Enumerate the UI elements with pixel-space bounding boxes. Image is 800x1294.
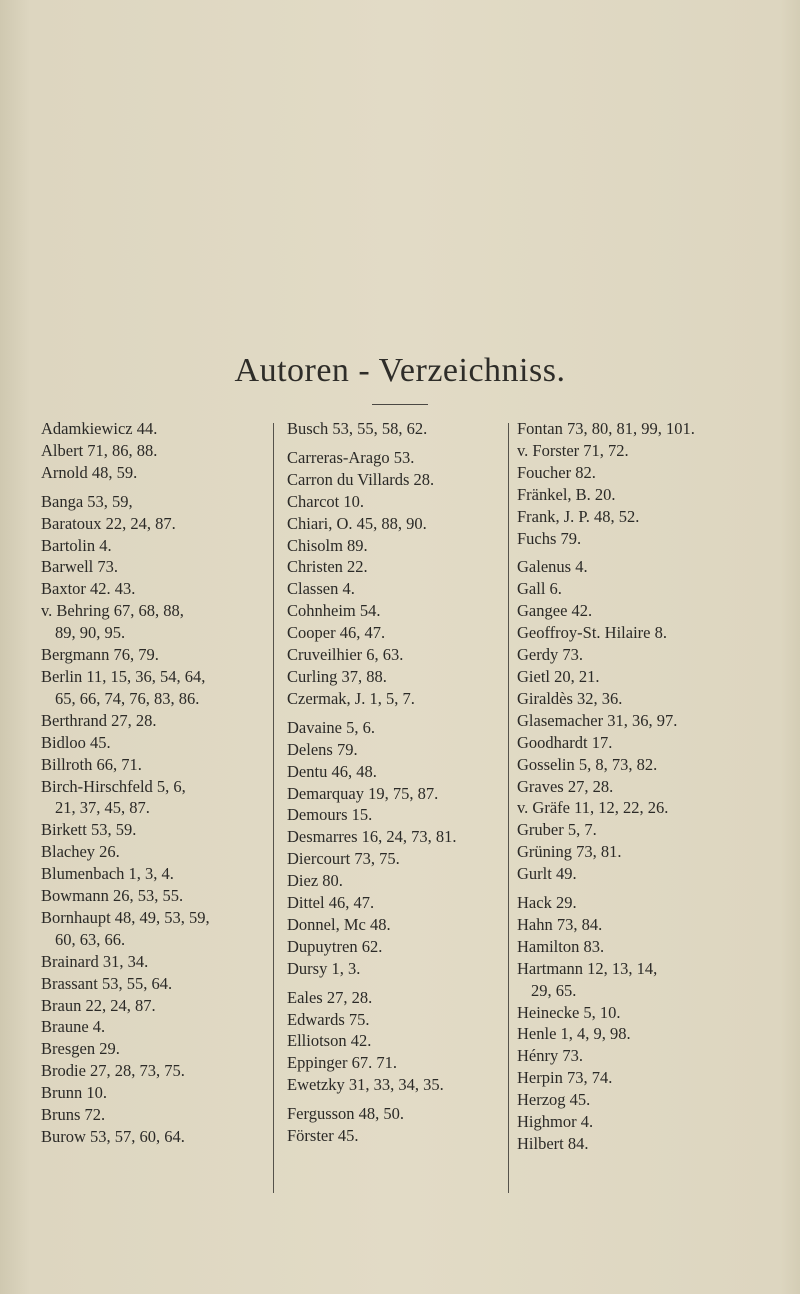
index-entry [41,578,273,600]
index-entry [517,863,769,885]
index-entry [287,622,519,644]
index-entry [517,1002,769,1024]
index-entry-line: Fuchs 79. [517,528,582,548]
index-entry [287,1103,519,1125]
index-entry [41,907,273,951]
index-entry-line: Demours 15. [287,805,373,825]
index-entry [517,506,769,528]
index-entry-line: Dupuytren 62. [287,936,383,956]
index-entry [517,1089,769,1111]
index-entry-line: Barwell 73. [41,557,118,577]
index-entry-line: Gruber 5, 7. [517,820,597,840]
page-title: Autoren - Verzeichniss. [234,352,566,389]
index-entry [287,644,519,666]
index-entry-line: Donnel, Mc 48. [287,914,391,934]
index-entry [287,666,519,688]
index-entry [287,1009,519,1031]
index-entry [41,440,273,462]
index-entry [287,914,519,936]
index-entry [287,870,519,892]
index-entry [287,892,519,914]
index-entry [287,1030,519,1052]
index-entry-line: 60, 63, 66. [55,929,126,949]
index-entry-line: Busch 53, 55, 58, 62. [287,419,428,438]
index-entry [517,1111,769,1133]
letter-group-gap [287,710,519,717]
column-divider-1 [273,423,274,1193]
index-entry-line: Bornhaupt 48, 49, 53, 59, [41,907,210,927]
index-entry-line: Edwards 75. [287,1009,370,1029]
index-entry [41,863,273,885]
index-entry-line: Grüning 73, 81. [517,842,622,862]
index-entry-line: Fontan 73, 80, 81, 99, 101. [517,419,695,438]
index-entry-line: Frank, J. P. 48, 52. [517,506,640,526]
index-entry [41,1104,273,1126]
index-entry-line: Gangee 42. [517,601,593,621]
index-entry [287,936,519,958]
index-entry-line: Förster 45. [287,1126,359,1146]
index-entry-line: Cooper 46, 47. [287,623,386,643]
index-entry [287,469,519,491]
index-entry [41,710,273,732]
index-entry [287,848,519,870]
index-entry [287,804,519,826]
index-entry-line: Gurlt 49. [517,864,577,884]
index-entry-line: Bruns 72. [41,1105,106,1125]
index-entry-line: Brunn 10. [41,1083,107,1103]
index-entry [41,754,273,776]
index-entry-line: Diercourt 73, 75. [287,849,400,869]
index-column-3 [517,418,769,1155]
index-entry [41,1082,273,1104]
index-entry-line: Gosselin 5, 8, 73, 82. [517,754,658,774]
index-entry [287,513,519,535]
letter-group-gap [41,484,273,491]
index-entry-line: Brainard 31, 34. [41,951,149,971]
index-entry-line: Chiari, O. 45, 88, 90. [287,513,427,533]
letter-group-gap [517,549,769,556]
index-column-1 [41,418,273,1148]
index-entry-line: Brassant 53, 55, 64. [41,973,173,993]
index-entry [287,1052,519,1074]
index-entry-line: Bresgen 29. [41,1039,120,1059]
index-entry-line: Banga 53, 59, [41,491,133,511]
index-entry [287,535,519,557]
index-entry-line: Foucher 82. [517,462,596,482]
index-entry [287,578,519,600]
index-entry-line: Berlin 11, 15, 36, 54, 64, [41,666,206,686]
index-entry [41,973,273,995]
index-entry-line: Classen 4. [287,579,355,599]
index-entry-line: 65, 66, 74, 76, 83, 86. [55,688,200,708]
index-entry-line: Heinecke 5, 10. [517,1002,621,1022]
title-underline [372,404,428,405]
index-entry [517,710,769,732]
index-entry [287,600,519,622]
index-entry-line: Hack 29. [517,893,577,913]
index-entry-line: Graves 27, 28. [517,776,614,796]
index-entry-line: Braun 22, 24, 87. [41,995,156,1015]
column-divider-2 [508,423,509,1193]
index-entry [41,995,273,1017]
index-entry [517,644,769,666]
index-entry [517,528,769,550]
index-entry [517,819,769,841]
index-entry [287,491,519,513]
index-entry [41,885,273,907]
index-entry-line: Diez 80. [287,871,343,891]
index-entry [517,797,769,819]
index-entry [41,666,273,710]
index-entry [287,1125,519,1147]
index-entry [287,826,519,848]
index-entry [41,418,273,440]
index-entry-line: Brodie 27, 28, 73, 75. [41,1061,185,1081]
index-entry-line: Hamilton 83. [517,936,605,956]
index-entry-line: Czermak, J. 1, 5, 7. [287,688,415,708]
index-entry-line: v. Forster 71, 72. [517,440,629,460]
index-entry [41,841,273,863]
index-entry [517,1067,769,1089]
index-entry [517,418,769,440]
index-entry-line: Carron du Villards 28. [287,469,435,489]
index-entry [517,688,769,710]
index-entry-line: Davaine 5, 6. [287,717,375,737]
index-entry [517,600,769,622]
letter-group-gap [517,885,769,892]
index-entry [517,892,769,914]
index-entry-line: Blumenbach 1, 3, 4. [41,864,174,884]
index-entry-line: Braune 4. [41,1017,106,1037]
index-entry [41,819,273,841]
index-entry-line: Hilbert 84. [517,1134,589,1153]
index-entry [517,958,769,1002]
index-entry [517,462,769,484]
index-entry [287,958,519,980]
index-entry [517,776,769,798]
index-entry-line: Dittel 46, 47. [287,893,375,913]
index-entry-line: Dursy 1, 3. [287,958,361,978]
index-entry-line: Billroth 66, 71. [41,754,142,774]
index-entry-line: Curling 37, 88. [287,666,387,686]
index-entry [517,1045,769,1067]
index-entry-line: Bowmann 26, 53, 55. [41,886,184,906]
index-entry [517,754,769,776]
index-entry-line: Herzog 45. [517,1090,591,1110]
index-entry-line: Cruveilhier 6, 63. [287,645,404,665]
index-entry-line: Bergmann 76, 79. [41,645,159,665]
index-entry [287,688,519,710]
index-entry-line: Gerdy 73. [517,645,583,665]
index-entry-line: Eales 27, 28. [287,987,373,1007]
index-entry-line: Geoffroy-St. Hilaire 8. [517,623,667,643]
index-entry-line: Giraldès 32, 36. [517,688,623,708]
index-entry [287,447,519,469]
index-entry [287,739,519,761]
index-entry-line: Cohnheim 54. [287,601,381,621]
index-entry-line: Bidloo 45. [41,732,111,752]
index-entry-line: Albert 71, 86, 88. [41,440,158,460]
index-entry [41,732,273,754]
index-entry-line: Glasemacher 31, 36, 97. [517,710,678,730]
letter-group-gap [287,440,519,447]
letter-group-gap [287,980,519,987]
index-entry-line: Elliotson 42. [287,1031,372,1051]
index-entry-line: Arnold 48, 59. [41,462,138,482]
index-entry [287,783,519,805]
index-entry [517,622,769,644]
index-entry-line: Burow 53, 57, 60, 64. [41,1127,185,1146]
index-entry [41,776,273,820]
index-entry-line: 89, 90, 95. [55,623,126,643]
index-entry-line: Highmor 4. [517,1112,594,1132]
index-entry-line: Fränkel, B. 20. [517,484,616,504]
index-entry-line: Hahn 73, 84. [517,914,603,934]
index-entry [41,535,273,557]
index-entry-line: Demarquay 19, 75, 87. [287,783,439,803]
index-entry [287,556,519,578]
index-entry [287,717,519,739]
index-entry-line: Birch-Hirschfeld 5, 6, [41,776,186,796]
index-entry-line: Galenus 4. [517,557,588,577]
index-entry-line: Birkett 53, 59. [41,820,137,840]
index-entry [41,513,273,535]
index-entry-line: v. Behring 67, 68, 88, [41,601,184,621]
index-entry-line: Herpin 73, 74. [517,1068,613,1088]
index-entry-line: v. Gräfe 11, 12, 22, 26. [517,798,669,818]
index-entry-line: Eppinger 67. 71. [287,1053,397,1073]
index-column-2 [287,418,519,1147]
index-entry [41,1038,273,1060]
letter-group-gap [287,1096,519,1103]
index-entry [517,578,769,600]
index-entry-line: Hartmann 12, 13, 14, [517,958,658,978]
index-entry-line: 21, 37, 45, 87. [55,798,150,818]
index-entry-line: Baxtor 42. 43. [41,579,136,599]
index-entry-line: Baratoux 22, 24, 87. [41,513,176,533]
index-entry-line: 29, 65. [531,980,577,1000]
index-entry [41,1060,273,1082]
index-entry-line: Carreras-Arago 53. [287,447,415,467]
index-entry [41,600,273,644]
index-entry [41,644,273,666]
index-entry [517,1133,769,1155]
index-entry-line: Goodhardt 17. [517,732,613,752]
index-entry [287,1074,519,1096]
index-entry-line: Chisolm 89. [287,535,368,555]
index-entry [287,761,519,783]
index-entry [517,484,769,506]
index-entry [41,951,273,973]
index-entry-line: Christen 22. [287,557,368,577]
index-entry-line: Henle 1, 4, 9, 98. [517,1024,631,1044]
index-entry [517,841,769,863]
index-entry [41,1016,273,1038]
index-entry [41,462,273,484]
index-entry [517,914,769,936]
index-entry-line: Dentu 46, 48. [287,761,377,781]
index-entry [517,936,769,958]
index-entry-line: Gall 6. [517,579,562,599]
index-entry [41,1126,273,1148]
index-entry-line: Delens 79. [287,739,358,759]
index-entry [517,732,769,754]
index-entry [287,418,519,440]
index-entry [517,1023,769,1045]
index-entry [517,666,769,688]
index-entry-line: Adamkiewicz 44. [41,419,158,438]
index-entry-line: Hénry 73. [517,1046,583,1066]
index-entry [41,556,273,578]
index-entry-line: Bartolin 4. [41,535,112,555]
index-entry-line: Desmarres 16, 24, 73, 81. [287,827,457,847]
index-entry-line: Ewetzky 31, 33, 34, 35. [287,1075,444,1095]
index-entry-line: Fergusson 48, 50. [287,1104,405,1124]
index-entry [41,491,273,513]
index-entry [517,440,769,462]
index-entry-line: Gietl 20, 21. [517,666,600,686]
index-entry [287,987,519,1009]
index-entry [517,556,769,578]
index-entry-line: Blachey 26. [41,842,120,862]
index-entry-line: Charcot 10. [287,491,364,511]
index-entry-line: Berthrand 27, 28. [41,710,157,730]
